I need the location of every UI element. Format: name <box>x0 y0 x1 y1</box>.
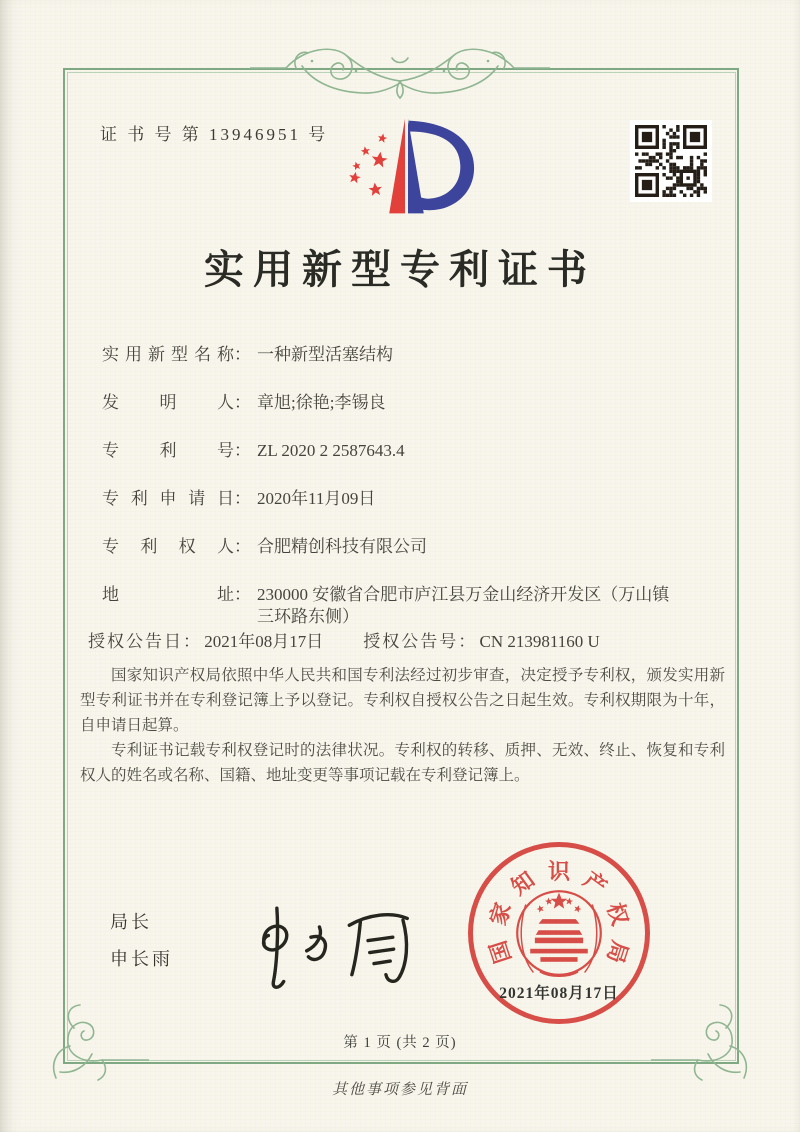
field-row-patentee <box>102 536 712 558</box>
seal-character: 局 <box>602 937 633 967</box>
field-label: 实用新型名称 <box>102 345 234 364</box>
field-label: 专利号 <box>102 441 234 460</box>
field-label: 地址 <box>102 585 234 604</box>
commissioner-handwritten-signature <box>228 898 428 996</box>
auth-no-label: 授权公告号 <box>363 632 459 651</box>
official-seal <box>468 842 650 1024</box>
legal-text <box>80 663 725 788</box>
seal-character: 家 <box>485 899 516 929</box>
commissioner-name: 申长雨 <box>110 949 173 969</box>
field-row-filing-date <box>102 488 712 510</box>
certificate-title: 实用新型专利证书 <box>204 247 596 292</box>
logo-p-bowl <box>409 121 474 211</box>
auth-date-label: 授权公告日 <box>88 632 183 651</box>
field-row-name <box>102 344 712 366</box>
back-side-note: 其他事项参见背面 <box>331 1082 468 1098</box>
field-value: 合肥精创科技有限公司 <box>257 537 427 556</box>
field-colon: ： <box>234 393 251 412</box>
address-line-2: 三环路东侧） <box>257 607 359 626</box>
logo-wedge-red <box>389 119 405 214</box>
commissioner-title: 局长 <box>110 912 152 932</box>
seal-character: 产 <box>578 866 612 900</box>
field-value <box>257 584 712 628</box>
seal-character: 识 <box>547 859 570 884</box>
field-colon: ： <box>234 489 251 508</box>
field-value: 章旭;徐艳;李锡良 <box>257 393 386 412</box>
national-emblem-icon <box>512 881 606 985</box>
logo-stars <box>348 133 388 197</box>
auth-no-pair <box>363 631 600 653</box>
signature-block <box>110 912 173 969</box>
seal-character: 国 <box>485 937 516 967</box>
field-row-address <box>102 584 712 628</box>
field-colon: ： <box>458 632 476 651</box>
certificate-number: 证 书 号 第 13946951 号 <box>100 125 329 144</box>
field-colon: ： <box>183 632 200 651</box>
qr-code <box>630 120 712 202</box>
field-value: 一种新型活塞结构 <box>257 345 393 364</box>
top-scrollwork-ornament <box>250 38 550 102</box>
seal-character: 权 <box>602 899 633 929</box>
authorization-row <box>88 631 728 653</box>
auth-date-pair <box>88 631 323 653</box>
field-value: ZL 2020 2 2587643.4 <box>257 441 405 460</box>
field-row-inventors <box>102 392 712 414</box>
field-label: 专利申请日 <box>102 489 234 508</box>
legal-paragraph-2: 专利证书记载专利权登记时的法律状况。专利权的转移、质押、无效、终止、恢复和专利权人的姓名或名称、国籍、地址变更等事项记载在专利登记簿上。 <box>80 742 725 784</box>
cnipa-logo <box>332 104 480 228</box>
auth-no-value: CN 213981160 U <box>479 632 600 651</box>
field-row-patent-no <box>102 440 712 462</box>
field-label: 专利权人 <box>102 537 234 556</box>
field-colon: ： <box>234 585 251 604</box>
page-number: 第 1 页 (共 2 页) <box>343 1035 457 1051</box>
field-colon: ： <box>234 345 251 364</box>
legal-paragraph-1: 国家知识产权局依照中华人民共和国专利法经过初步审查，决定授予专利权，颁发实用新型专利证书并在专利登记簿上予以登记。专利权自授权公告之日起生效。专利权期限为十年，自申请日起算。 <box>80 667 725 734</box>
seal-date: 2021年08月17日 <box>499 985 619 1002</box>
field-colon: ： <box>234 537 251 556</box>
address-line-1: 230000 安徽省合肥市庐江县万金山经济开发区（万山镇 <box>257 585 670 604</box>
field-label: 发明人 <box>102 393 234 412</box>
auth-date-value: 2021年08月17日 <box>204 632 324 651</box>
field-list <box>102 344 712 654</box>
field-value: 2020年11月09日 <box>257 489 376 508</box>
field-colon: ： <box>234 441 251 460</box>
seal-character: 知 <box>506 866 540 900</box>
